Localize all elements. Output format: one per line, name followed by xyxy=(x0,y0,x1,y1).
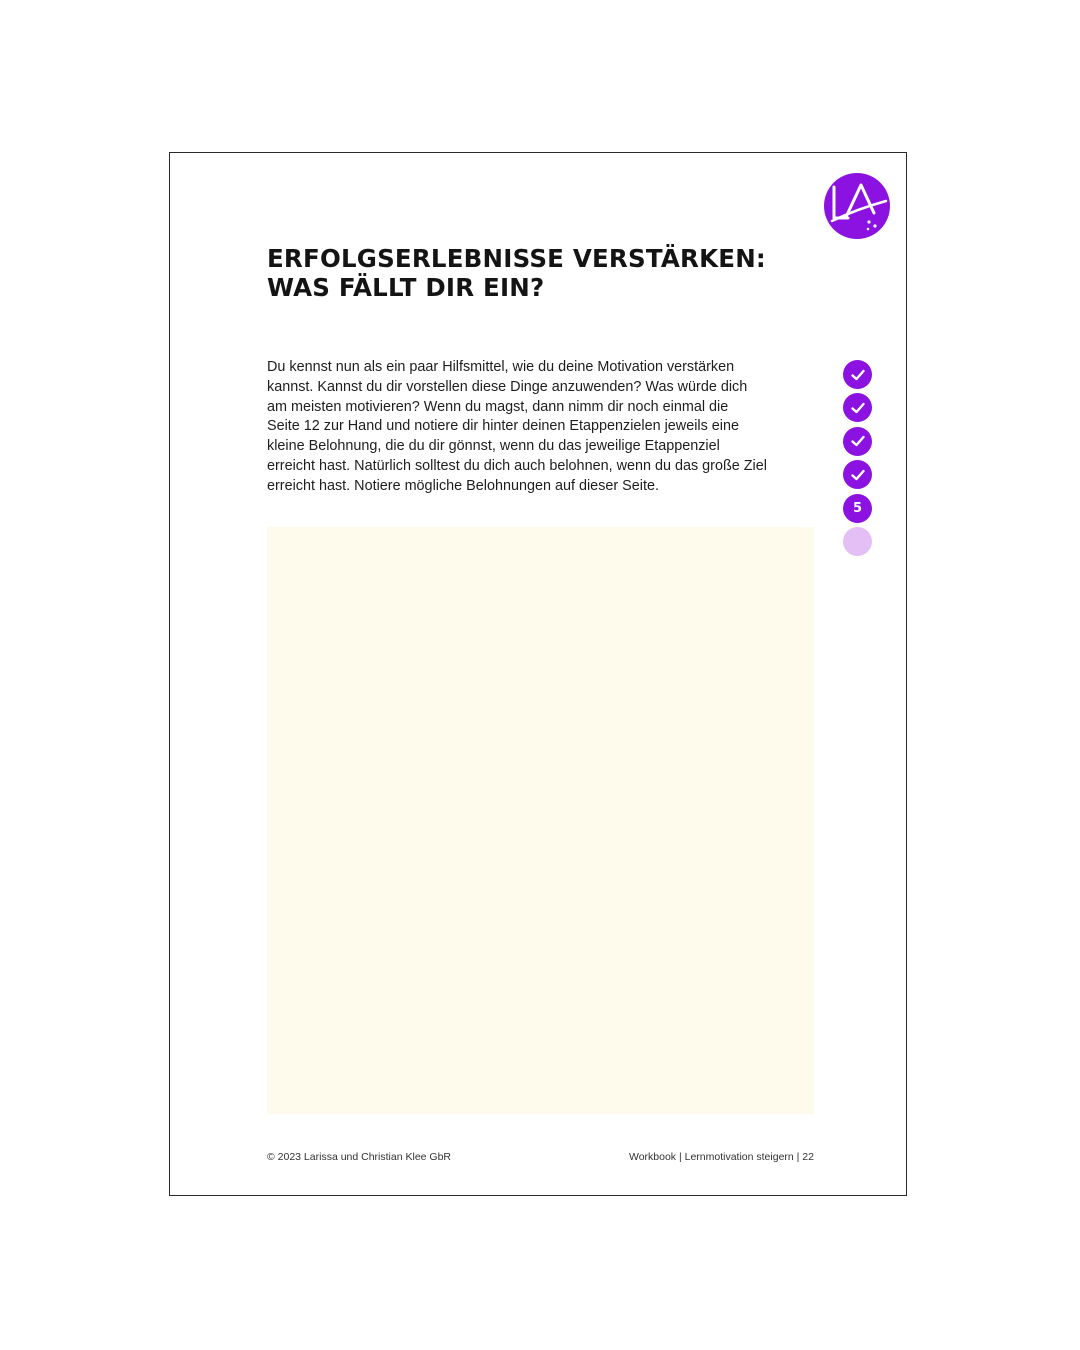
checkmark-icon xyxy=(850,433,866,449)
step-completed-2 xyxy=(843,393,872,422)
checkmark-icon xyxy=(850,467,866,483)
checkmark-icon xyxy=(850,400,866,416)
intro-paragraph xyxy=(267,358,815,497)
paragraph-line: erreicht hast. Natürlich solltest du dich auch belohnen, wenn du das große Ziel xyxy=(267,457,767,474)
step-current: 5 xyxy=(843,494,872,523)
step-completed-4 xyxy=(843,460,872,489)
paragraph-line: erreicht hast. Notiere mögliche Belohnungen auf dieser Seite. xyxy=(267,477,659,494)
paragraph-line: am meisten motivieren? Wenn du magst, dann nimm dir noch einmal die xyxy=(267,398,729,415)
step-upcoming xyxy=(843,527,872,556)
paragraph-line: Seite 12 zur Hand und notiere dir hinter deinen Etappenzielen jeweils eine xyxy=(267,418,740,435)
step-completed-3 xyxy=(843,427,872,456)
paragraph-line: Du kennst nun als ein paar Hilfsmittel, wie du deine Motivation verstärken xyxy=(267,359,735,375)
footer-page-info: Workbook | Lernmotivation steigern | 22 xyxy=(628,1151,814,1163)
title-line: WAS FÄLLT DIR EIN? xyxy=(267,273,545,302)
step-completed-1 xyxy=(843,360,872,389)
page-title xyxy=(267,244,827,302)
paragraph-line: kannst. Kannst du dir vorstellen diese Dinge anzuwenden? Was würde dich xyxy=(267,378,748,395)
paragraph-line: kleine Belohnung, die du dir gönnst, wenn du das jeweilige Etappenziel xyxy=(267,438,720,455)
checkmark-icon xyxy=(850,367,866,383)
title-line: ERFOLGSERLEBNISSE VERSTÄRKEN: xyxy=(267,244,766,273)
notes-writing-area[interactable] xyxy=(267,527,814,1114)
progress-steps xyxy=(843,360,873,560)
LA-logo-icon xyxy=(824,173,890,239)
footer-copyright: © 2023 Larissa und Christian Klee GbR xyxy=(267,1151,452,1163)
